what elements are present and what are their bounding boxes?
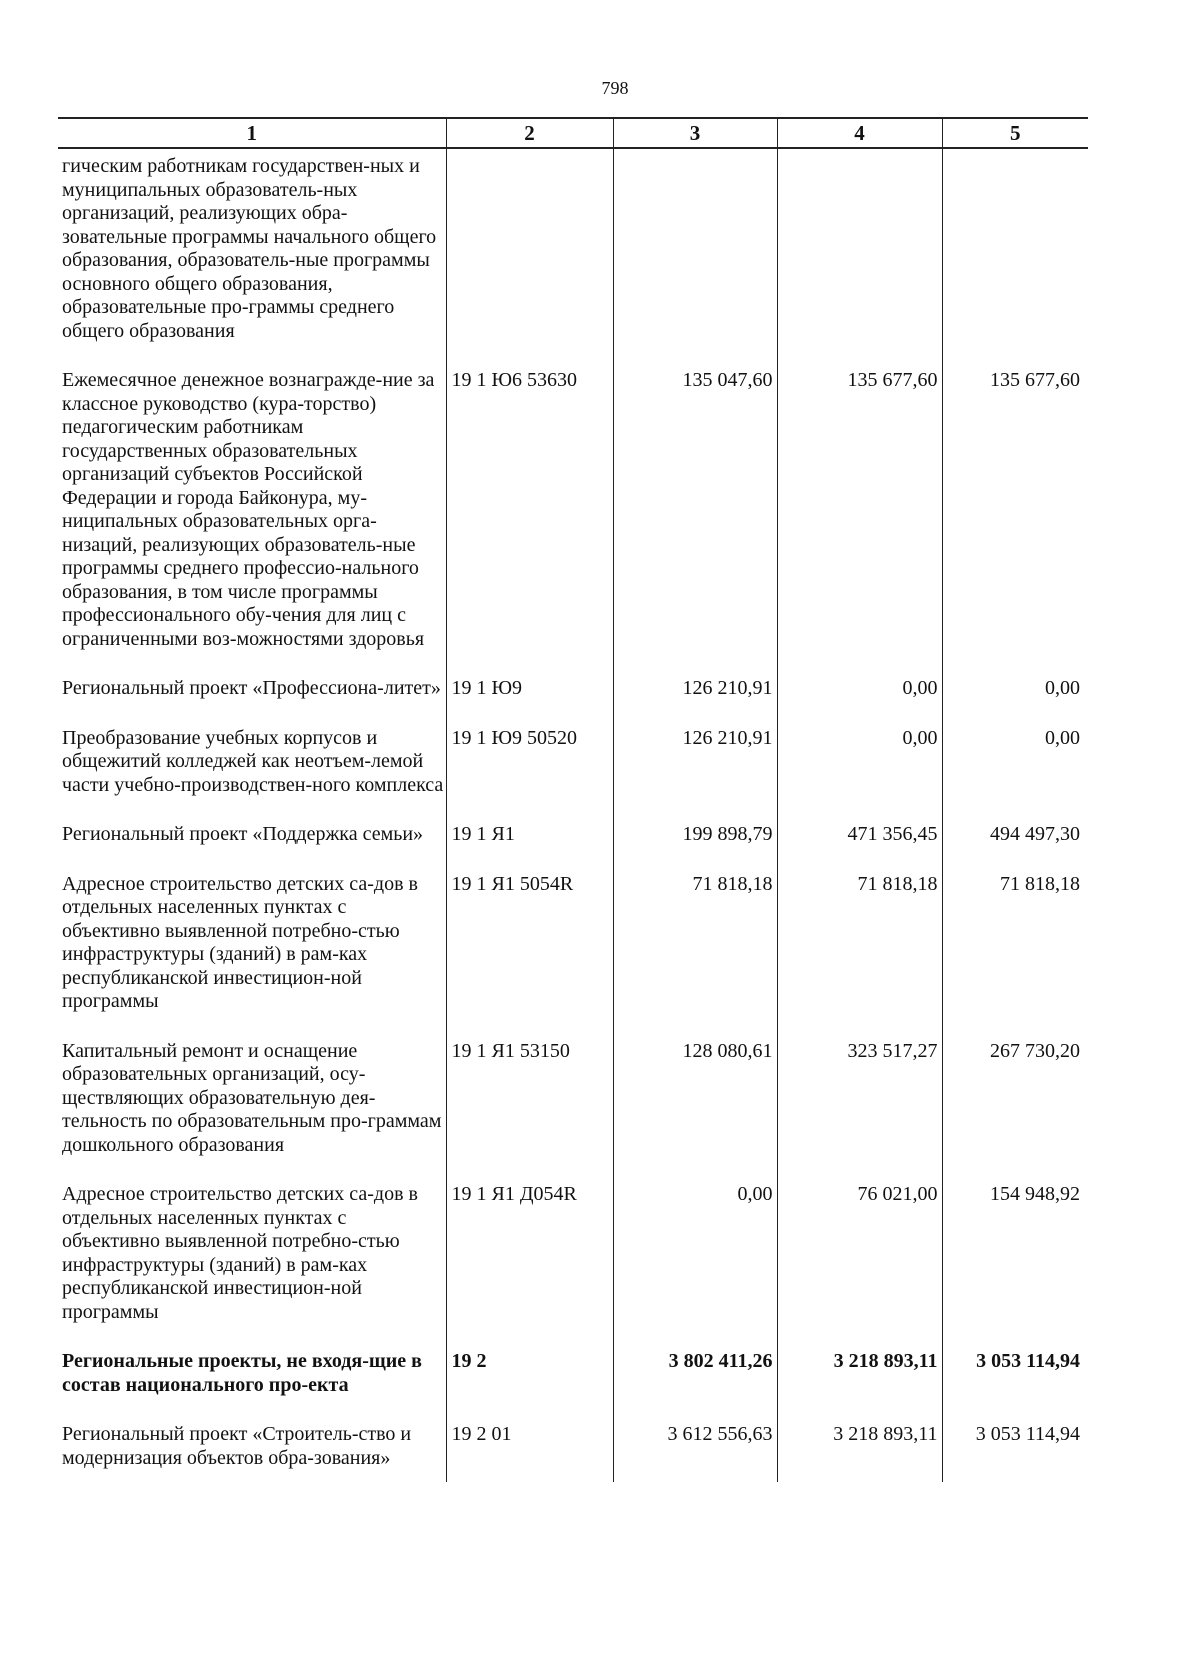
page-number: 798	[601, 78, 629, 98]
row-name: Адресное строительство детских са-дов в отдельных населенных пунктах с объективно выявленной потребно-стью инфраструктуры (зданий) в рам-ках республиканской инвестицион-ной программы	[62, 872, 418, 1012]
budget-table	[58, 117, 1088, 1482]
row-value-col4	[777, 148, 942, 369]
row-value-col5: 3 053 114,94	[942, 1423, 1088, 1482]
column-header-5: 5	[942, 118, 1088, 148]
row-name: гическим работникам государствен-ных и муниципальных образователь-ных организаций, реализующих обра-зовательные программы начального общего образования, образователь-ные программы основного общего образования, образовательные про-граммы среднего общего образования	[62, 155, 437, 342]
row-value-col4: 0,00	[777, 727, 942, 824]
row-value-col5: 0,00	[942, 677, 1088, 727]
row-value-col4: 135 677,60	[777, 369, 942, 677]
table-row	[58, 369, 1088, 677]
row-value-col3: 71 818,18	[613, 873, 777, 1040]
row-name: Ежемесячное денежное вознагражде-ние за классное руководство (кура-торство) педагогическим работникам государственных образовательных организаций субъектов Российской Федерации и города Байконура, му-ниципальных образовательных орга-низаций, реализующих образователь-ные программы среднего профессио-нального образования, в том числе программы профессионального обу-чения для лиц с ограниченными воз-можностями здоровья	[62, 369, 435, 650]
table-row	[58, 1183, 1088, 1350]
row-name: Преобразование учебных корпусов и общежитий колледжей как неотъем-лемой части учебно-производствен-ного комплекса	[62, 726, 444, 796]
row-name: Региональные проекты, не входя-щие в состав национального про-екта	[62, 1350, 422, 1396]
row-code	[446, 148, 613, 369]
row-value-col3	[613, 148, 777, 369]
row-name: Адресное строительство детских са-дов в отдельных населенных пунктах с объективно выявленной потребно-стью инфраструктуры (зданий) в рам-ках республиканской инвестицион-ной программы	[62, 1183, 418, 1323]
row-name: Региональный проект «Поддержка семьи»	[62, 823, 424, 845]
row-name: Капитальный ремонт и оснащение образовательных организаций, осу-ществляющих образовательную дея-тельность по образовательным про-граммам дошкольного образования	[62, 1039, 442, 1156]
row-value-col3: 3 612 556,63	[613, 1423, 777, 1482]
row-code: 19 1 Ю9	[446, 677, 613, 727]
table-row	[58, 823, 1088, 873]
row-value-col5: 154 948,92	[942, 1183, 1088, 1350]
table-row	[58, 1423, 1088, 1482]
row-value-col5: 494 497,30	[942, 823, 1088, 873]
row-value-col3: 3 802 411,26	[613, 1350, 777, 1423]
column-header-3: 3	[613, 118, 777, 148]
row-code: 19 1 Я1 53150	[446, 1040, 613, 1184]
row-value-col5: 267 730,20	[942, 1040, 1088, 1184]
table-row-subtotal	[58, 1350, 1088, 1423]
row-value-col5: 0,00	[942, 727, 1088, 824]
row-value-col3: 128 080,61	[613, 1040, 777, 1184]
table-row	[58, 727, 1088, 824]
row-code: 19 2 01	[446, 1423, 613, 1482]
row-code: 19 2	[446, 1350, 613, 1423]
row-value-col5: 71 818,18	[942, 873, 1088, 1040]
row-value-col4: 471 356,45	[777, 823, 942, 873]
row-value-col3: 0,00	[613, 1183, 777, 1350]
row-code: 19 1 Я1 5054R	[446, 873, 613, 1040]
row-value-col5	[942, 148, 1088, 369]
row-value-col3: 126 210,91	[613, 727, 777, 824]
row-code: 19 1 Я1 Д054R	[446, 1183, 613, 1350]
row-value-col4: 0,00	[777, 677, 942, 727]
column-header-1: 1	[58, 118, 446, 148]
table-row	[58, 677, 1088, 727]
table-header-row	[58, 118, 1088, 148]
row-value-col4: 71 818,18	[777, 873, 942, 1040]
table-row	[58, 148, 1088, 369]
row-value-col3: 199 898,79	[613, 823, 777, 873]
row-name: Региональный проект «Строитель-ство и модернизация объектов обра-зования»	[62, 1423, 412, 1469]
row-value-col4: 323 517,27	[777, 1040, 942, 1184]
row-value-col4: 76 021,00	[777, 1183, 942, 1350]
row-code: 19 1 Ю6 53630	[446, 369, 613, 677]
row-name: Региональный проект «Профессиона-литет»	[62, 677, 441, 699]
row-value-col4: 3 218 893,11	[777, 1350, 942, 1423]
column-header-2: 2	[446, 118, 613, 148]
table-row	[58, 1040, 1088, 1184]
column-header-4: 4	[777, 118, 942, 148]
row-code: 19 1 Ю9 50520	[446, 727, 613, 824]
table-row	[58, 873, 1088, 1040]
row-value-col4: 3 218 893,11	[777, 1423, 942, 1482]
row-value-col5: 3 053 114,94	[942, 1350, 1088, 1423]
row-value-col3: 126 210,91	[613, 677, 777, 727]
row-code: 19 1 Я1	[446, 823, 613, 873]
row-value-col5: 135 677,60	[942, 369, 1088, 677]
row-value-col3: 135 047,60	[613, 369, 777, 677]
